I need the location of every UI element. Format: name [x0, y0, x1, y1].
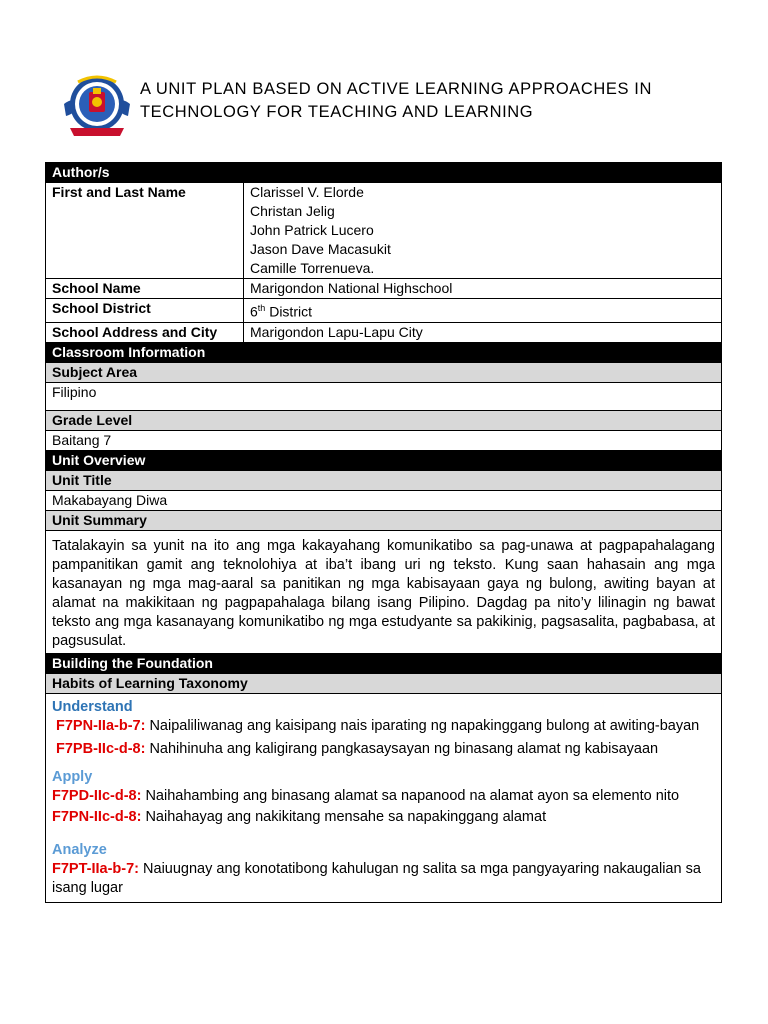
competency-text: Naihahambing ang binasang alamat sa napanood na alamat ayon sa elemento nito: [141, 787, 680, 804]
school-district-label: School District: [46, 299, 244, 323]
grade-level-label: Grade Level: [46, 410, 722, 430]
author-name: Jason Dave Macasukit: [250, 241, 391, 257]
section-header-classroom: Classroom Information: [46, 342, 722, 362]
grade-value-row: [46, 430, 722, 450]
unit-title-label: Unit Title: [46, 470, 722, 490]
school-name-value: Marigondon National Highschool: [244, 279, 722, 299]
habits-taxonomy-label: Habits of Learning Taxonomy: [46, 673, 722, 693]
school-district-value: [244, 299, 722, 323]
section-header-overview: Unit Overview: [46, 450, 722, 470]
subject-value-row: [46, 382, 722, 410]
competency-item: [52, 787, 715, 806]
competency-item: [52, 717, 715, 736]
competency-code: F7PB-IIc-d-8:: [56, 740, 146, 757]
unit-title-label-row: [46, 470, 722, 490]
subject-label-row: [46, 362, 722, 382]
subject-area-value: Filipino: [46, 382, 722, 410]
unit-summary-label: Unit Summary: [46, 510, 722, 530]
school-address-value: Marigondon Lapu-Lapu City: [244, 322, 722, 342]
competency-text: Naihahayag ang nakikitang mensahe sa napakinggang alamat: [141, 808, 547, 825]
habits-label-row: [46, 673, 722, 693]
author-name: Christan Jelig: [250, 203, 335, 219]
learning-taxonomy-content: [46, 693, 722, 902]
competency-code: F7PD-IIc-d-8:: [52, 787, 142, 804]
title-line-2: TECHNOLOGY FOR TEACHING AND LEARNING: [140, 103, 534, 121]
competency-item: [52, 736, 715, 762]
habits-content-row: [46, 693, 722, 902]
school-address-label: School Address and City: [46, 322, 244, 342]
classroom-section-row: [46, 342, 722, 362]
understand-heading: Understand: [52, 698, 133, 715]
unit-summary-value-row: [46, 530, 722, 653]
competency-item: [52, 808, 715, 827]
district-word: District: [265, 303, 312, 320]
author-name: Camille Torrenueva.: [250, 260, 375, 276]
title-line-1: A UNIT PLAN BASED ON ACTIVE LEARNING APPROACHES IN: [140, 80, 652, 98]
section-header-authors: Author/s: [46, 163, 722, 183]
school-address-row: [46, 322, 722, 342]
grade-level-value: Baitang 7: [46, 430, 722, 450]
analyze-heading: Analyze: [52, 841, 107, 858]
unit-title-value-row: [46, 490, 722, 510]
competency-text: Nahihinuha ang kaligirang pangkasaysayan ng binasang alamat ng kabisayaan: [145, 740, 659, 757]
school-name-label: School Name: [46, 279, 244, 299]
competency-code: F7PN-IIa-b-7:: [56, 717, 146, 734]
competency-item: [52, 860, 715, 898]
apply-heading: Apply: [52, 768, 93, 785]
document-title: [140, 78, 740, 124]
unit-summary-label-row: [46, 510, 722, 530]
competency-code: F7PT-IIa-b-7:: [52, 860, 140, 877]
subject-area-label: Subject Area: [46, 362, 722, 382]
competency-text: Naiuugnay ang konotatibong kahulugan ng salita sa mga pangyayaring nakaugalian sa isang lugar: [52, 860, 701, 896]
document-header: [60, 70, 740, 150]
author-name: Clarissel V. Elorde: [250, 184, 364, 200]
grade-label-row: [46, 410, 722, 430]
name-label: First and Last Name: [46, 183, 244, 279]
district-number: 6: [250, 303, 258, 320]
competency-text: Naipaliliwanag ang kaisipang nais iparating ng napakinggang bulong at awiting-bayan: [145, 717, 700, 734]
name-row: [46, 183, 722, 279]
author-names: [244, 183, 722, 279]
school-district-row: [46, 299, 722, 323]
district-suffix: th: [257, 303, 266, 313]
unit-summary-text: Tatalakayin sa yunit na ito ang mga kakayahang komunikatibo sa pag-unawa at pagpapahalagang pampanitikan gamit ang teknolohiya at iba’t ibang uri ng teksto. Kung saan hahasain ang mga kasanayan ng mga mag-aaral sa panitikan ng mga kabisayaan gaya ng bulong, awiting bayan at alamat na makikitaan ng pagpapahalaga bilang isang Pilipino. Dagdag pa nito’y lilinagin ng bawat teksto ang mga kasanayang komunikatibo ng mga estudyante sa pakikinig, pagsasalita, pagbabasa, at pagsusulat.: [46, 530, 722, 653]
school-name-row: [46, 279, 722, 299]
authors-section-row: [46, 163, 722, 183]
unit-title-value: Makabayang Diwa: [46, 490, 722, 510]
overview-section-row: [46, 450, 722, 470]
college-seal-logo: [60, 70, 134, 144]
foundation-section-row: [46, 653, 722, 673]
competency-code: F7PN-IIc-d-8:: [52, 808, 142, 825]
unit-plan-table: [45, 162, 722, 903]
section-header-foundation: Building the Foundation: [46, 653, 722, 673]
author-name: John Patrick Lucero: [250, 222, 374, 238]
